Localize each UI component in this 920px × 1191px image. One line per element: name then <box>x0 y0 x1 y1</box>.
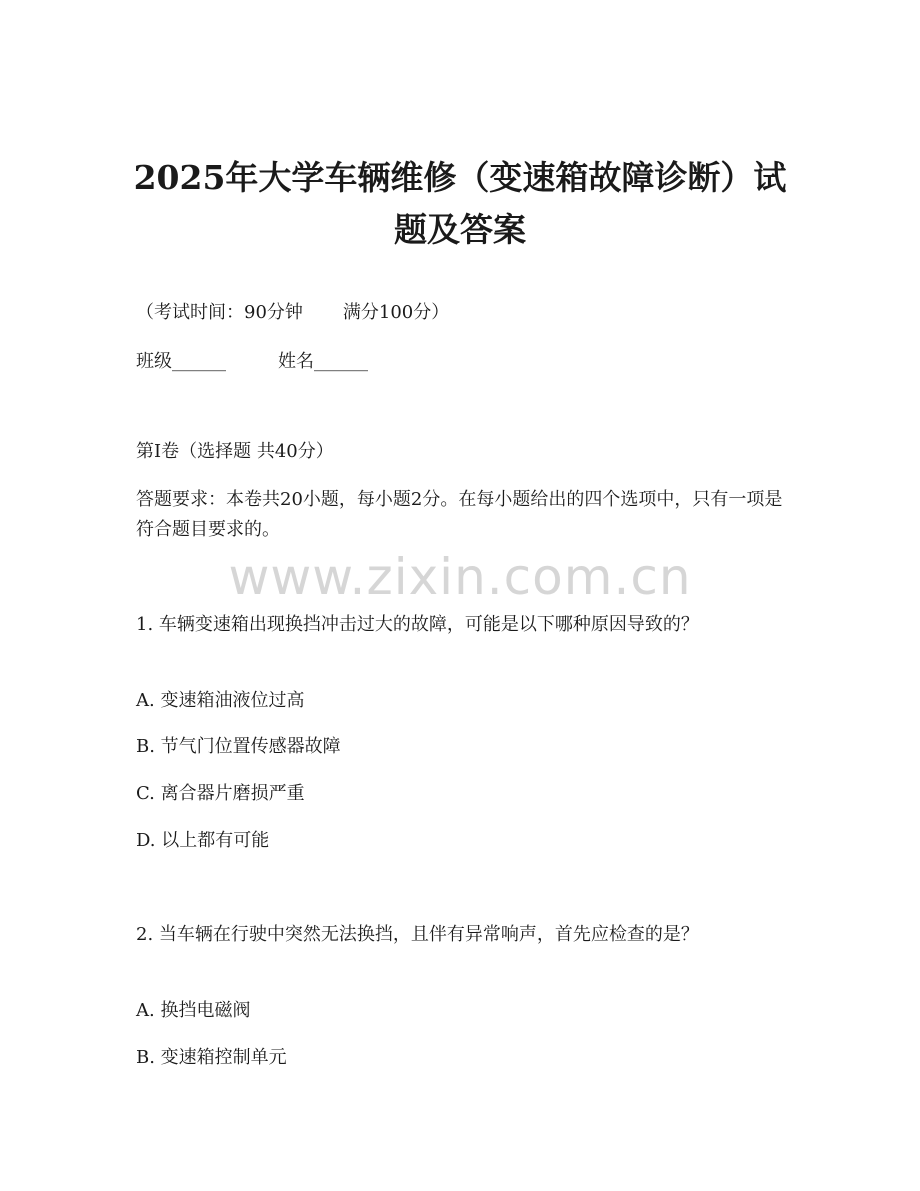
question-1-option-a: A. 变速箱油液位过高 <box>136 690 305 711</box>
question-1-option-b: B. 节气门位置传感器故障 <box>136 736 341 757</box>
exam-info <box>136 301 449 325</box>
question-1-stem: 1. 车辆变速箱出现换挡冲击过大的故障，可能是以下哪种原因导致的？ <box>136 614 699 635</box>
section-title: 第Ⅰ卷（选择题 共40分） <box>136 441 334 462</box>
instructions: 答题要求：本卷共20小题，每小题2分。在每小题给出的四个选项中，只有一项是符合题目要求的。 <box>136 489 783 540</box>
title-line-1: 2025年大学车辆维修（变速箱故障诊断）试 <box>133 158 787 197</box>
question-1-option-d: D. 以上都有可能 <box>136 830 270 851</box>
name-field: 姓名______ <box>278 351 368 372</box>
question-2-option-b: B. 变速箱控制单元 <box>136 1047 287 1068</box>
question-2-stem: 2. 当车辆在行驶中突然无法换挡，且伴有异常响声，首先应检查的是？ <box>136 924 699 945</box>
watermark: www.zixin.com.cn <box>228 548 692 606</box>
full-score: 满分100分） <box>342 302 450 323</box>
title-line-2: 题及答案 <box>394 210 526 249</box>
document-title <box>100 152 820 256</box>
student-info <box>136 350 368 374</box>
question-2-option-a: A. 换挡电磁阀 <box>136 1000 251 1021</box>
class-field: 班级______ <box>136 351 226 372</box>
question-1-option-c: C. 离合器片磨损严重 <box>136 783 305 804</box>
exam-time: （考试时间：90分钟 <box>136 302 303 323</box>
